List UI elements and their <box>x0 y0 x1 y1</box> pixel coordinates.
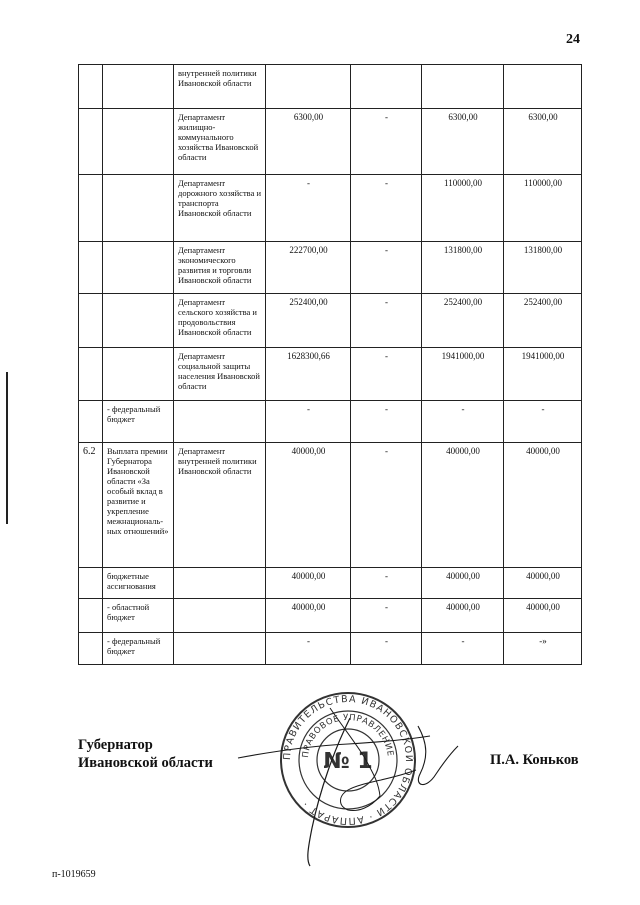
seal-number: № 1 <box>323 749 373 774</box>
row-number-cell <box>79 633 103 665</box>
value-2-cell <box>351 65 422 109</box>
value-4-cell <box>504 294 582 348</box>
value-2-cell <box>351 294 422 348</box>
row-number-cell <box>79 401 103 443</box>
value-2-text: - <box>385 245 388 255</box>
value-4-cell <box>504 599 582 633</box>
row-name-cell <box>103 633 174 665</box>
value-4-cell <box>504 348 582 401</box>
value-4-text: 40000,00 <box>526 571 560 581</box>
value-3-cell <box>422 599 504 633</box>
value-1-cell <box>266 443 351 568</box>
table-row <box>79 109 582 175</box>
value-1-text: 40000,00 <box>291 446 326 456</box>
table-row <box>79 401 582 443</box>
value-1-text: - <box>307 178 310 188</box>
value-4-text: 6300,00 <box>528 112 558 122</box>
handwritten-signature <box>230 700 460 870</box>
value-3-cell <box>422 109 504 175</box>
row-number-cell <box>79 568 103 599</box>
value-2-text: - <box>385 636 388 646</box>
value-1-text: 252400,00 <box>289 297 328 307</box>
signature-title-line1: Губернатор <box>78 737 153 753</box>
value-4-cell <box>504 401 582 443</box>
row-number-cell <box>79 65 103 109</box>
row-name-cell <box>103 599 174 633</box>
table-row <box>79 242 582 294</box>
value-2-cell <box>351 568 422 599</box>
value-3-text: 40000,00 <box>446 602 480 612</box>
value-3-text: 252400,00 <box>443 297 483 307</box>
row-name-text: Выплата премии Губернатора Ивановской области «За особый вклад в развитие и укрепление межнациональ-ных отношений» <box>107 446 169 537</box>
value-1-cell <box>266 294 351 348</box>
value-3-text: - <box>461 404 465 414</box>
value-1-text: 1628300,66 <box>287 351 330 361</box>
executor-cell <box>174 443 266 568</box>
executor-text: внутренней политики Ивановской области <box>178 68 257 89</box>
value-1-text: 222700,00 <box>289 245 328 255</box>
value-2-text: - <box>385 571 388 581</box>
table-row <box>79 443 582 568</box>
row-name-text: - федеральный бюджет <box>107 404 161 425</box>
executor-cell <box>174 568 266 599</box>
table-row <box>79 348 582 401</box>
row-name-cell <box>103 242 174 294</box>
table-row <box>79 175 582 242</box>
table-row <box>79 599 582 633</box>
value-2-text: - <box>385 178 388 188</box>
seal-inner-textpath: ПРАВОВОЕ УПРАВЛЕНИЕ <box>300 712 395 759</box>
value-1-cell <box>266 175 351 242</box>
value-1-cell <box>266 599 351 633</box>
value-4-cell <box>504 242 582 294</box>
value-3-text: 110000,00 <box>444 178 482 188</box>
page-number: 24 <box>566 32 580 47</box>
value-3-cell <box>422 633 504 665</box>
row-name-text: - федеральный бюджет <box>107 636 161 657</box>
executor-text: Департамент сельского хозяйства и продовольствия Ивановской области <box>178 297 257 338</box>
value-4-text: - <box>541 404 545 414</box>
executor-text: Департамент внутренней политики Ивановской области <box>178 446 257 477</box>
value-2-cell <box>351 348 422 401</box>
value-3-cell <box>422 568 504 599</box>
table-row <box>79 294 582 348</box>
value-4-text: 252400,00 <box>523 297 563 307</box>
row-number-cell <box>79 109 103 175</box>
row-name-cell <box>103 175 174 242</box>
seal-outer-textpath: ПРАВИТЕЛЬСТВА ИВАНОВСКОЙ ОБЛАСТИ · АППАРАТ · <box>281 693 415 827</box>
value-4-text: 40000,00 <box>526 446 560 456</box>
value-3-cell <box>422 65 504 109</box>
value-4-cell <box>504 65 582 109</box>
value-4-text: 110000,00 <box>524 178 562 188</box>
row-number-cell <box>79 242 103 294</box>
executor-cell <box>174 294 266 348</box>
executor-cell <box>174 401 266 443</box>
document-code: п-1019659 <box>52 869 96 880</box>
value-2-cell <box>351 109 422 175</box>
margin-mark <box>6 372 8 524</box>
table-row <box>79 568 582 599</box>
value-1-cell <box>266 568 351 599</box>
value-1-cell <box>266 401 351 443</box>
value-3-cell <box>422 242 504 294</box>
value-4-text: 131800,00 <box>523 245 563 255</box>
row-name-cell <box>103 568 174 599</box>
value-2-cell <box>351 401 422 443</box>
value-2-text: - <box>385 446 388 456</box>
value-1-cell <box>266 242 351 294</box>
value-2-text: - <box>385 112 388 122</box>
table-row <box>79 633 582 665</box>
signatory-name: П.А. Коньков <box>490 752 579 768</box>
value-4-text: -» <box>539 636 547 646</box>
executor-text: Департамент жилищно-коммунального хозяйства Ивановской области <box>178 112 259 163</box>
value-3-cell <box>422 348 504 401</box>
value-3-cell <box>422 401 504 443</box>
executor-text: Департамент социальной защиты населения Ивановской области <box>178 351 260 392</box>
value-4-cell <box>504 633 582 665</box>
value-1-text: 40000,00 <box>291 571 326 581</box>
value-2-cell <box>351 633 422 665</box>
value-1-cell <box>266 65 351 109</box>
row-number-cell <box>79 348 103 401</box>
row-name-cell <box>103 294 174 348</box>
value-4-cell <box>504 568 582 599</box>
executor-cell <box>174 109 266 175</box>
row-number-cell <box>79 443 103 568</box>
value-2-cell <box>351 599 422 633</box>
executor-text: Департамент экономического развития и торговли Ивановской области <box>178 245 252 286</box>
value-3-cell <box>422 443 504 568</box>
value-1-cell <box>266 633 351 665</box>
value-3-cell <box>422 175 504 242</box>
value-4-cell <box>504 443 582 568</box>
value-3-text: 6300,00 <box>448 112 478 122</box>
value-3-cell <box>422 294 504 348</box>
value-1-cell <box>266 348 351 401</box>
row-number-cell <box>79 294 103 348</box>
row-name-cell <box>103 401 174 443</box>
row-number-cell <box>79 599 103 633</box>
row-name-cell <box>103 109 174 175</box>
table-row <box>79 65 582 109</box>
value-2-text: - <box>385 351 388 361</box>
executor-cell <box>174 633 266 665</box>
value-4-cell <box>504 109 582 175</box>
row-name-text: бюджетные ассигнования <box>107 571 156 592</box>
budget-table-body <box>79 65 582 665</box>
row-name-cell <box>103 65 174 109</box>
value-2-cell <box>351 175 422 242</box>
value-2-cell <box>351 443 422 568</box>
value-2-text: - <box>385 297 388 307</box>
row-number-text: 6.2 <box>83 446 96 457</box>
executor-cell <box>174 348 266 401</box>
executor-cell <box>174 175 266 242</box>
row-name-text: - областной бюджет <box>107 602 150 623</box>
value-4-cell <box>504 175 582 242</box>
value-3-text: - <box>461 636 465 646</box>
executor-cell <box>174 65 266 109</box>
value-2-text: - <box>385 404 388 414</box>
executor-cell <box>174 599 266 633</box>
value-3-text: 40000,00 <box>446 446 480 456</box>
executor-text: Департамент дорожного хозяйства и транспорта Ивановской области <box>178 178 262 219</box>
signature-title-line2: Ивановской области <box>78 755 213 772</box>
value-4-text: 1941000,00 <box>521 351 565 361</box>
value-1-text: 6300,00 <box>293 112 324 122</box>
value-2-text: - <box>385 602 388 612</box>
value-4-text: 40000,00 <box>526 602 560 612</box>
value-3-text: 1941000,00 <box>441 351 485 361</box>
value-3-text: 131800,00 <box>443 245 483 255</box>
executor-cell <box>174 242 266 294</box>
value-1-text: 40000,00 <box>291 602 326 612</box>
value-1-text: - <box>307 404 310 414</box>
budget-table <box>78 64 582 665</box>
row-name-cell <box>103 348 174 401</box>
value-2-cell <box>351 242 422 294</box>
signature-title <box>78 736 213 772</box>
value-1-cell <box>266 109 351 175</box>
value-1-text: - <box>307 636 310 646</box>
row-name-cell <box>103 443 174 568</box>
value-3-text: 40000,00 <box>446 571 480 581</box>
row-number-cell <box>79 175 103 242</box>
